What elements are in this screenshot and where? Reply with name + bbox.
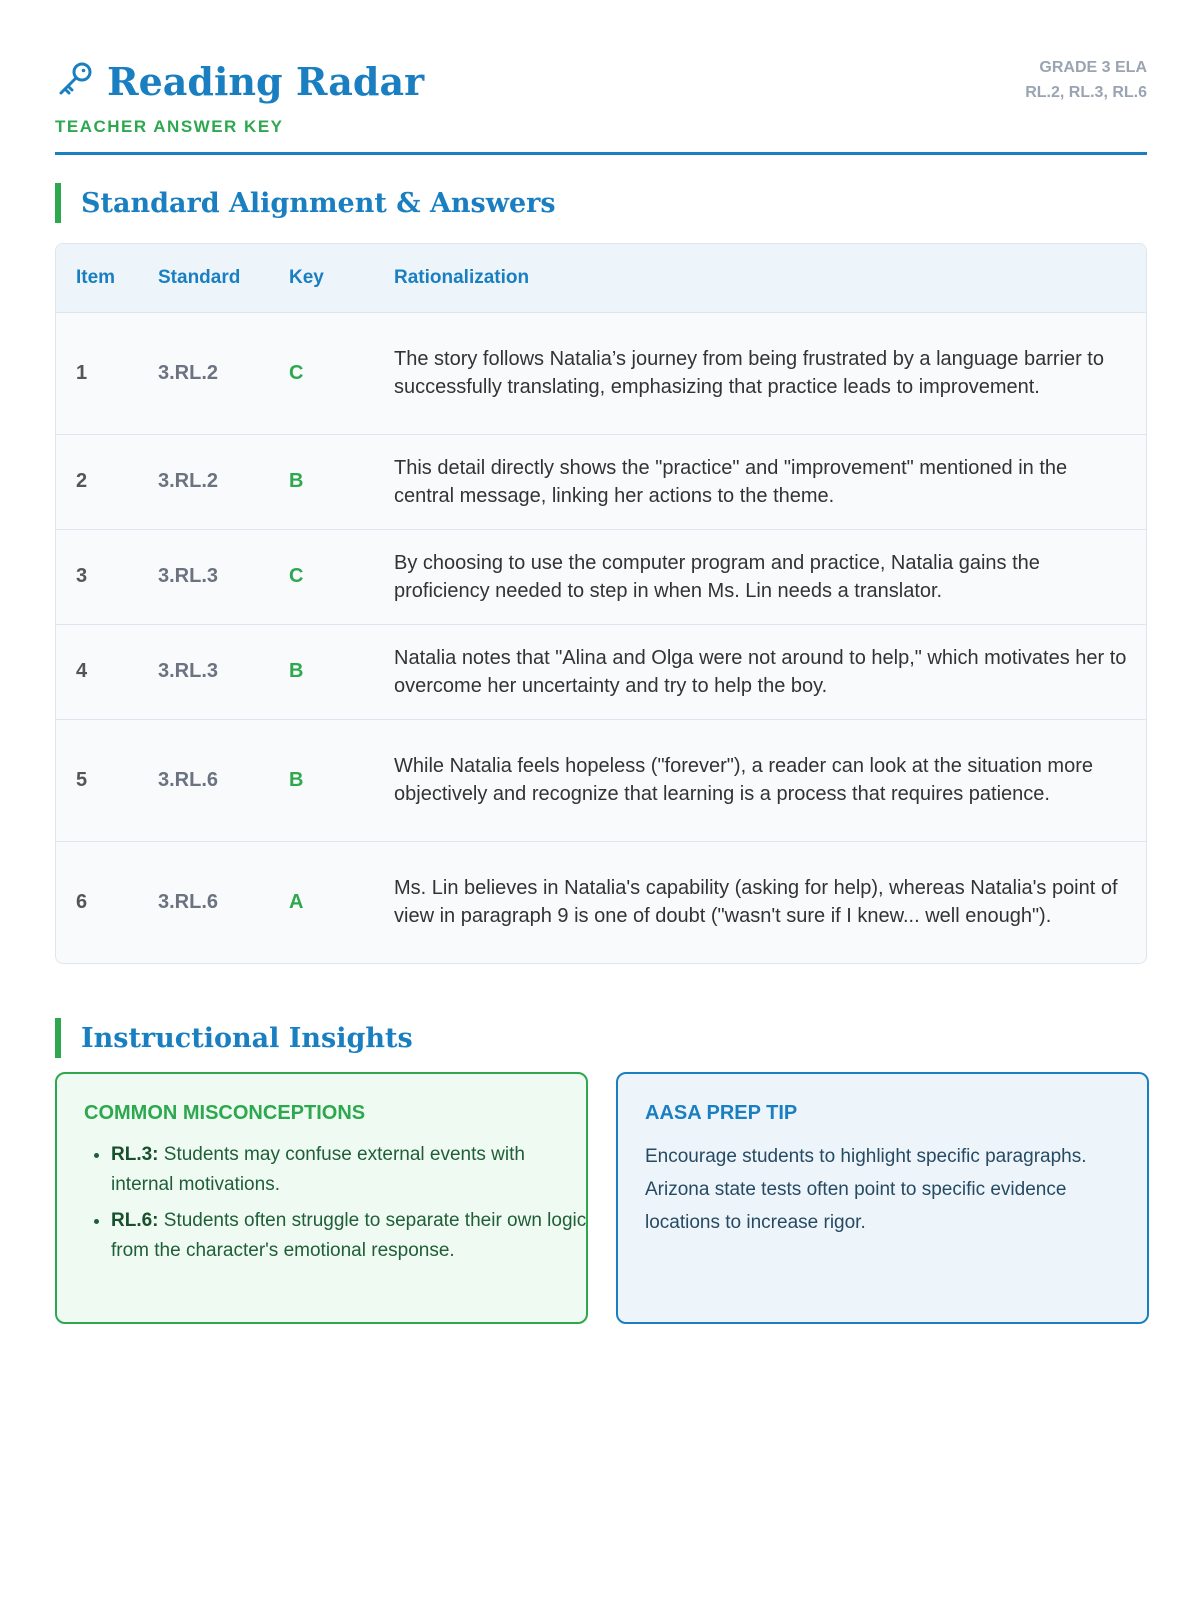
- standard-code: 3.RL.6: [138, 719, 269, 841]
- table-row: [56, 529, 1146, 624]
- list-item: [111, 1140, 591, 1200]
- item-number: 4: [56, 624, 138, 719]
- list-item: [111, 1206, 591, 1266]
- brand: [55, 59, 424, 104]
- section-accent-bar: [55, 183, 61, 223]
- table-header-row: [56, 244, 1146, 312]
- misconceptions-list: [84, 1140, 591, 1272]
- standard-tag: RL.3:: [111, 1144, 159, 1165]
- prep-tip-body: Encourage students to highlight specific paragraphs. Arizona state tests often point to specific evidence locations to increase rigor.: [645, 1146, 1087, 1233]
- standard-code: 3.RL.2: [138, 312, 269, 434]
- answer-key: C: [269, 529, 374, 624]
- section-accent-bar: [55, 1018, 61, 1058]
- prep-tip-card: [616, 1072, 1149, 1324]
- misconceptions-title: COMMON MISCONCEPTIONS: [84, 1102, 366, 1124]
- table-row: [56, 841, 1146, 963]
- column-header-item: Item: [56, 244, 138, 312]
- page-title: Reading Radar: [107, 59, 425, 104]
- column-header-standard: Standard: [138, 244, 269, 312]
- misconceptions-card: [55, 1072, 588, 1324]
- key-icon: [55, 59, 107, 104]
- answer-key: B: [269, 719, 374, 841]
- rationale-text: While Natalia feels hopeless ("forever"), a reader can look at the situation more objectively and recognize that learning is a process that requires patience.: [374, 719, 1146, 841]
- answer-key: B: [269, 624, 374, 719]
- grade-label: GRADE 3 ELA: [1039, 59, 1147, 76]
- insights-title: Instructional Insights: [81, 1022, 413, 1054]
- table-row: [56, 312, 1146, 434]
- misconception-text: Students may confuse external events with internal motivations.: [111, 1144, 525, 1195]
- table-row: [56, 434, 1146, 529]
- standards-label: RL.2, RL.3, RL.6: [1025, 84, 1147, 101]
- item-number: 1: [56, 312, 138, 434]
- prep-tip-title: AASA PREP TIP: [645, 1102, 798, 1124]
- column-header-rationalization: Rationalization: [374, 244, 1146, 312]
- misconception-text: Students often struggle to separate their own logic from the character's emotional response.: [111, 1210, 587, 1261]
- rationale-text: The story follows Natalia’s journey from being frustrated by a language barrier to successfully translating, emphasizing that practice leads to improvement.: [374, 312, 1146, 434]
- standard-code: 3.RL.3: [138, 624, 269, 719]
- page-subtitle: TEACHER ANSWER KEY: [55, 117, 284, 136]
- rationale-text: Natalia notes that "Alina and Olga were not around to help," which motivates her to overcome her uncertainty and try to help the boy.: [374, 624, 1146, 719]
- rationale-text: This detail directly shows the "practice" and "improvement" mentioned in the central message, linking her actions to the theme.: [374, 434, 1146, 529]
- rationale-text: By choosing to use the computer program and practice, Natalia gains the proficiency needed to step in when Ms. Lin needs a translator.: [374, 529, 1146, 624]
- alignment-section-heading: [55, 183, 556, 223]
- standard-code: 3.RL.2: [138, 434, 269, 529]
- answer-key: A: [289, 890, 304, 913]
- column-header-key: Key: [269, 244, 374, 312]
- standard-code: 3.RL.3: [138, 529, 269, 624]
- item-number: 5: [56, 719, 138, 841]
- header-divider: [55, 152, 1147, 155]
- insights-section-heading: [55, 1018, 413, 1058]
- item-number: 6: [76, 890, 88, 913]
- item-number: 3: [56, 529, 138, 624]
- page-header: [55, 55, 1147, 155]
- standard-code: 3.RL.6: [158, 890, 219, 913]
- answer-table: [55, 243, 1147, 964]
- answer-key: B: [269, 434, 374, 529]
- alignment-title: Standard Alignment & Answers: [81, 187, 556, 219]
- answer-key: C: [269, 312, 374, 434]
- grade-meta: [1025, 55, 1147, 105]
- standard-tag: RL.6:: [111, 1210, 159, 1231]
- rationale-text: Ms. Lin believes in Natalia's capability (asking for help), whereas Natalia's point of view in paragraph 9 is one of doubt ("wasn't sure if I knew... well enough").: [394, 877, 1118, 928]
- table-row: [56, 719, 1146, 841]
- item-number: 2: [56, 434, 138, 529]
- table-row: [56, 624, 1146, 719]
